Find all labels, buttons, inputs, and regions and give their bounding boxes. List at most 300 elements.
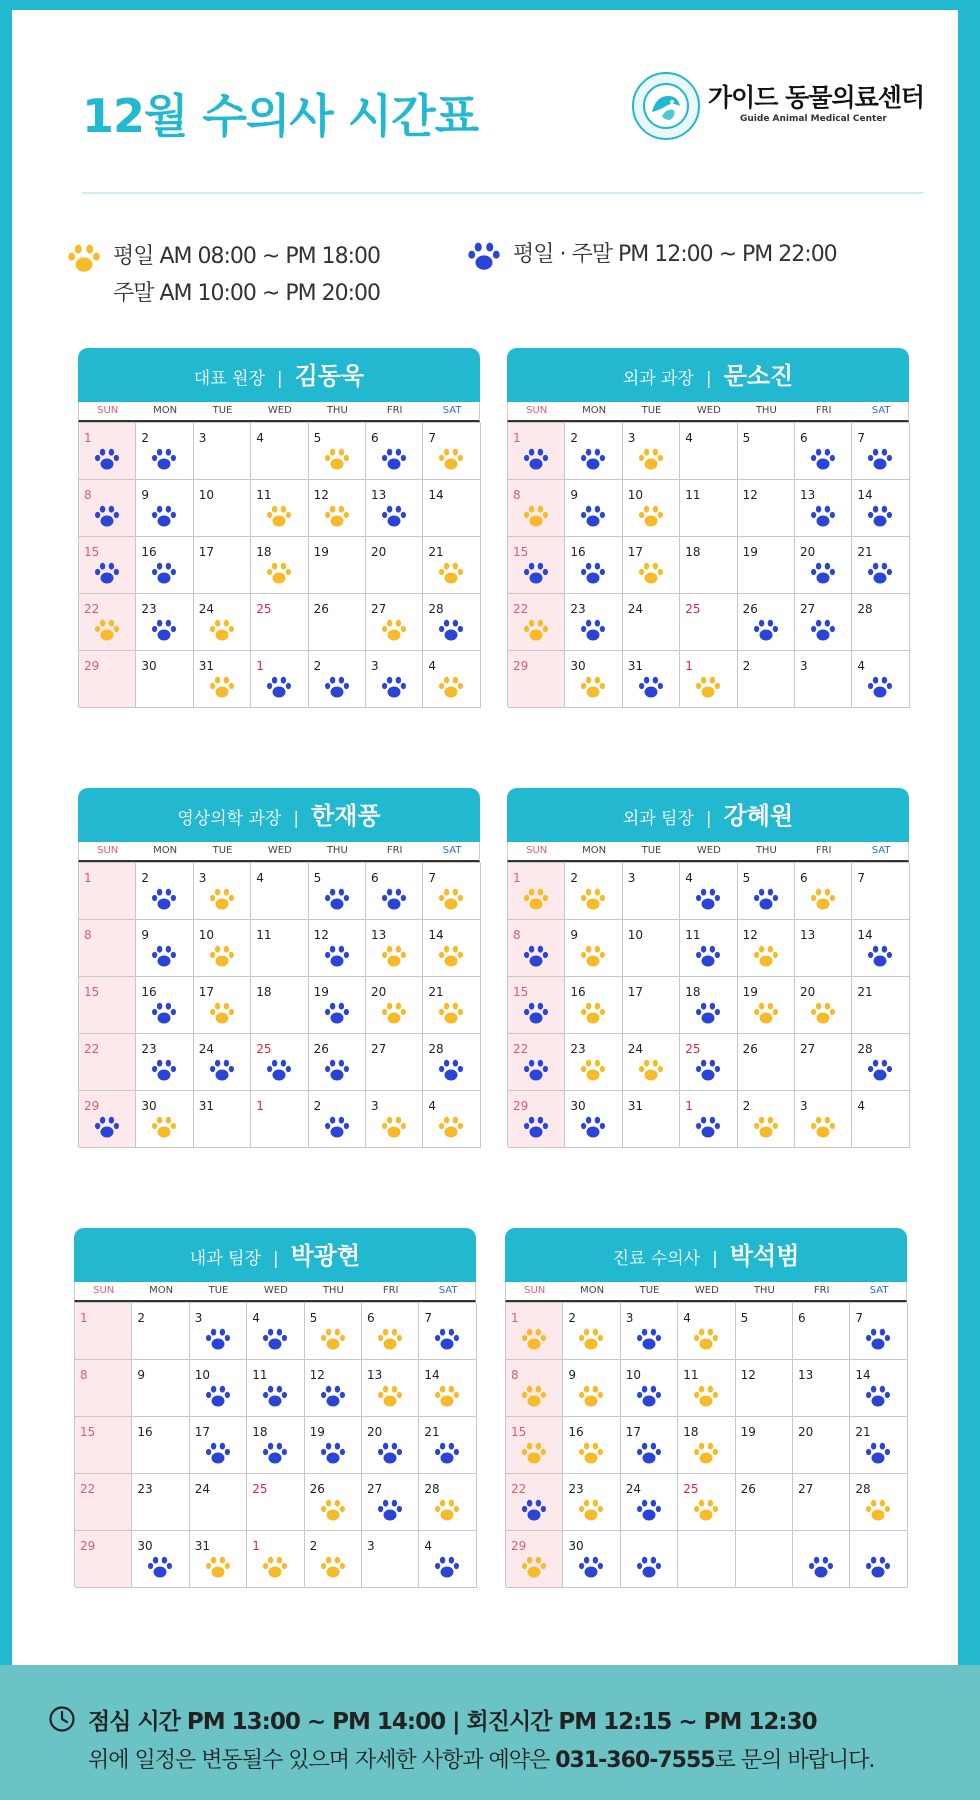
calendar-day-cell — [565, 651, 622, 708]
day-number: 1 — [685, 659, 693, 673]
day-number: 27 — [800, 1042, 816, 1056]
calendar-day-cell — [251, 863, 308, 920]
calendar-day-cell — [621, 1531, 678, 1588]
yellow-paw-icon — [324, 504, 350, 528]
calendar-day-cell — [738, 423, 795, 480]
blue-paw-icon — [324, 944, 350, 968]
day-number: 26 — [313, 1042, 329, 1056]
calendar-day-cell — [623, 977, 680, 1034]
calendar-day-cell — [75, 1474, 132, 1531]
blue-paw-icon — [324, 1001, 350, 1025]
day-number: 16 — [141, 985, 157, 999]
doctor-role: 외과 과장 — [622, 369, 694, 389]
day-number: 7 — [857, 871, 866, 885]
weekday-label: TUE — [212, 405, 233, 416]
yellow-paw-icon — [523, 618, 549, 642]
weekday-label: SUN — [526, 405, 548, 416]
blue-paw-icon — [808, 1555, 834, 1579]
day-number: 19 — [742, 985, 758, 999]
calendar-day-cell — [132, 1474, 189, 1531]
blue-paw-icon — [262, 1327, 288, 1351]
day-number: 18 — [685, 545, 701, 559]
yellow-paw-icon — [266, 504, 292, 528]
day-number: 1 — [256, 1099, 264, 1113]
weekday-label: SAT — [871, 845, 891, 856]
yellow-paw-icon — [67, 242, 101, 274]
yellow-paw-icon — [523, 887, 549, 911]
blue-paw-icon — [753, 887, 779, 911]
calendar-day-cell — [621, 1417, 678, 1474]
calendar-day-cell — [247, 1474, 304, 1531]
calendar-day-cell — [506, 1360, 563, 1417]
footer-note-suffix: 로 문의 바랍니다. — [714, 1748, 875, 1773]
blue-paw-icon — [578, 1555, 604, 1579]
day-number: 28 — [857, 602, 873, 616]
day-number: 20 — [800, 985, 816, 999]
yellow-paw-icon — [578, 1384, 604, 1408]
day-number: 11 — [685, 928, 701, 942]
header-divider — [82, 192, 924, 194]
calendar-day-cell — [738, 1091, 795, 1148]
calendar-day-cell — [251, 1091, 308, 1148]
day-number: 10 — [198, 488, 215, 502]
calendar-day-cell — [680, 480, 737, 537]
day-number: 15 — [84, 545, 100, 559]
day-number: 23 — [137, 1482, 153, 1496]
weekday-label: MON — [582, 845, 607, 856]
logo-subtitle: Guide Animal Medical Center — [740, 114, 887, 124]
calendar-day-cell — [621, 1474, 678, 1531]
day-number: 14 — [428, 928, 444, 942]
calendar-day-cell — [79, 537, 136, 594]
day-number: 31 — [198, 1099, 215, 1113]
yellow-paw-icon — [693, 1441, 719, 1465]
day-number: 14 — [428, 488, 444, 502]
weekday-label: THU — [753, 1285, 775, 1296]
day-number: 1 — [511, 1311, 519, 1325]
day-number: 11 — [685, 488, 701, 502]
blue-paw-icon — [810, 504, 836, 528]
weekday-label: WED — [267, 845, 292, 856]
calendar-day-cell — [623, 651, 680, 708]
calendar-grid — [505, 1302, 907, 1587]
calendar-grid — [507, 862, 909, 1147]
doctor-name: 김동욱 — [294, 362, 365, 390]
day-number: 4 — [256, 871, 264, 885]
calendar-day-cell — [423, 594, 480, 651]
calendar-day-cell — [738, 920, 795, 977]
blue-paw-icon — [94, 561, 120, 585]
calendar-day-cell — [309, 1034, 366, 1091]
calendar-day-cell — [621, 1303, 678, 1360]
weekday-label: FRI — [815, 845, 832, 856]
calendar-day-cell — [132, 1360, 189, 1417]
calendar-day-cell — [362, 1360, 419, 1417]
calendar-day-cell — [852, 920, 909, 977]
day-number: 17 — [627, 985, 644, 999]
blue-paw-icon — [151, 944, 177, 968]
blue-paw-icon — [324, 887, 350, 911]
day-number: 22 — [513, 1042, 529, 1056]
calendar-day-cell — [678, 1531, 735, 1588]
calendar-day-cell — [423, 651, 480, 708]
day-number: 17 — [625, 1425, 642, 1439]
yellow-paw-icon — [438, 1115, 464, 1139]
day-number: 24 — [625, 1482, 642, 1496]
calendar-day-cell — [309, 920, 366, 977]
weekday-label: MON — [153, 405, 178, 416]
calendar-day-cell — [738, 594, 795, 651]
header-separator: | — [705, 809, 712, 829]
day-number: 2 — [742, 1099, 751, 1113]
day-number: 15 — [80, 1425, 96, 1439]
calendar-day-cell — [79, 1034, 136, 1091]
day-number: 3 — [367, 1539, 375, 1553]
blue-paw-icon — [867, 447, 893, 471]
yellow-paw-icon — [580, 1058, 606, 1082]
blue-paw-icon — [377, 1441, 403, 1465]
calendar-day-cell — [366, 480, 423, 537]
day-number: 28 — [428, 602, 444, 616]
day-number: 18 — [256, 985, 272, 999]
day-number: 6 — [371, 431, 379, 445]
blue-paw-icon — [205, 1384, 231, 1408]
weekday-label: SUN — [526, 845, 548, 856]
day-number: 8 — [513, 928, 521, 942]
day-number: 19 — [313, 545, 329, 559]
calendar-day-cell — [736, 1303, 793, 1360]
day-number: 9 — [137, 1368, 146, 1382]
calendar-day-cell — [793, 1474, 850, 1531]
calendar-day-cell — [852, 977, 909, 1034]
day-number: 30 — [141, 1099, 157, 1113]
day-number: 2 — [570, 431, 579, 445]
weekday-header-row — [507, 842, 909, 862]
calendar-day-cell — [79, 594, 136, 651]
blue-paw-icon — [151, 887, 177, 911]
calendar-grid — [507, 422, 909, 707]
yellow-paw-icon — [434, 1498, 460, 1522]
blue-paw-icon — [753, 618, 779, 642]
yellow-paw-icon — [320, 1327, 346, 1351]
day-number: 8 — [84, 928, 92, 942]
calendar-day-cell — [132, 1417, 189, 1474]
day-number: 5 — [313, 871, 322, 885]
day-number: 13 — [371, 928, 387, 942]
calendar-day-cell — [623, 863, 680, 920]
blue-paw-icon — [94, 447, 120, 471]
day-number: 11 — [256, 928, 272, 942]
day-number: 14 — [857, 488, 873, 502]
day-number: 20 — [367, 1425, 383, 1439]
blue-paw-icon — [438, 1058, 464, 1082]
logo-name: 가이드 동물의료센터 — [708, 83, 925, 112]
blue-paw-icon — [867, 944, 893, 968]
calendar-day-cell — [738, 651, 795, 708]
day-number: 22 — [84, 602, 100, 616]
doctor-name: 박석범 — [729, 1242, 800, 1270]
yellow-paw-icon — [580, 887, 606, 911]
weekday-label: FRI — [815, 405, 832, 416]
day-number: 20 — [798, 1425, 814, 1439]
yellow-paw-icon — [209, 675, 235, 699]
calendar-day-cell — [795, 920, 852, 977]
calendar-day-cell — [623, 423, 680, 480]
day-number: 6 — [798, 1311, 806, 1325]
calendar-day-cell — [366, 423, 423, 480]
calendar-day-cell — [194, 423, 251, 480]
calendar-day-cell — [79, 1091, 136, 1148]
blue-paw-icon — [205, 1327, 231, 1351]
calendar-day-cell — [678, 1417, 735, 1474]
yellow-paw-icon — [521, 1555, 547, 1579]
calendar-day-cell — [366, 1091, 423, 1148]
calendar-day-cell — [565, 977, 622, 1034]
day-number: 1 — [252, 1539, 260, 1553]
blue-paw-icon — [324, 1058, 350, 1082]
day-number: 2 — [309, 1539, 318, 1553]
calendar-day-cell — [309, 1091, 366, 1148]
yellow-paw-icon — [438, 561, 464, 585]
day-number: 29 — [511, 1539, 527, 1553]
day-number: 8 — [84, 488, 92, 502]
blue-paw-icon — [580, 447, 606, 471]
calendar-day-cell — [508, 423, 565, 480]
calendar-day-cell — [795, 977, 852, 1034]
calendar-day-cell — [136, 1091, 193, 1148]
blue-paw-icon — [209, 1058, 235, 1082]
weekday-label: FRI — [382, 1285, 399, 1296]
calendar-day-cell — [565, 920, 622, 977]
day-number: 3 — [625, 1311, 634, 1325]
blue-paw-icon — [324, 1115, 350, 1139]
day-number: 1 — [256, 659, 264, 673]
calendar-day-cell — [247, 1417, 304, 1474]
weekday-label: THU — [326, 405, 348, 416]
day-number: 31 — [194, 1539, 211, 1553]
calendar-day-cell — [795, 863, 852, 920]
calendar-day-cell — [795, 594, 852, 651]
blue-paw-icon — [94, 504, 120, 528]
schedule-panel — [12, 10, 958, 1665]
day-number: 19 — [313, 985, 329, 999]
blue-paw-icon — [377, 1498, 403, 1522]
blue-paw-icon — [523, 1001, 549, 1025]
calendar-day-cell — [79, 480, 136, 537]
day-number: 4 — [857, 659, 866, 673]
calendar-day-cell — [563, 1417, 620, 1474]
day-number: 7 — [428, 431, 437, 445]
day-number: 15 — [513, 545, 529, 559]
calendar-day-cell — [565, 537, 622, 594]
day-number: 15 — [513, 985, 529, 999]
calendar-day-cell — [136, 537, 193, 594]
calendar-day-cell — [680, 920, 737, 977]
day-number: 12 — [742, 928, 758, 942]
calendar-header — [505, 1228, 907, 1282]
calendar-day-cell — [309, 423, 366, 480]
day-number: 4 — [424, 1539, 433, 1553]
weekday-label: SUN — [524, 1285, 546, 1296]
day-number: 3 — [800, 659, 808, 673]
yellow-paw-icon — [266, 561, 292, 585]
calendar-day-cell — [136, 920, 193, 977]
day-number: 5 — [742, 431, 751, 445]
day-number: 10 — [625, 1368, 642, 1382]
day-number: 26 — [313, 602, 329, 616]
weekday-label: SUN — [97, 405, 119, 416]
day-number: 19 — [740, 1425, 756, 1439]
footer-phone[interactable]: 031-360-7555 — [555, 1748, 715, 1773]
day-number: 22 — [80, 1482, 96, 1496]
blue-paw-icon — [695, 1058, 721, 1082]
day-number: 9 — [570, 488, 579, 502]
calendar-day-cell — [738, 1034, 795, 1091]
yellow-paw-icon — [578, 1327, 604, 1351]
day-number: 4 — [857, 1099, 866, 1113]
calendar-day-cell — [366, 594, 423, 651]
calendar-day-cell — [366, 863, 423, 920]
day-number: 12 — [742, 488, 758, 502]
calendar-day-cell — [680, 977, 737, 1034]
yellow-paw-icon — [580, 944, 606, 968]
weekday-header-row — [507, 402, 909, 422]
calendar-day-cell — [852, 537, 909, 594]
day-number: 8 — [513, 488, 521, 502]
day-number: 28 — [857, 1042, 873, 1056]
blue-paw-icon — [151, 1058, 177, 1082]
yellow-paw-icon — [209, 887, 235, 911]
calendar-day-cell — [309, 863, 366, 920]
calendar-day-cell — [738, 537, 795, 594]
day-number: 20 — [371, 545, 387, 559]
yellow-paw-icon — [205, 1555, 231, 1579]
day-number: 9 — [141, 488, 150, 502]
calendar-header — [74, 1228, 476, 1282]
blue-paw-icon — [523, 944, 549, 968]
blue-paw-icon — [867, 1058, 893, 1082]
day-number: 31 — [198, 659, 215, 673]
calendar-day-cell — [623, 594, 680, 651]
calendar-day-cell — [247, 1303, 304, 1360]
day-number: 17 — [194, 1425, 211, 1439]
yellow-paw-icon — [381, 1001, 407, 1025]
calendar-day-cell — [190, 1360, 247, 1417]
blue-paw-icon — [523, 1115, 549, 1139]
weekday-label: MON — [153, 845, 178, 856]
yellow-paw-icon — [151, 1115, 177, 1139]
yellow-paw-icon — [753, 944, 779, 968]
calendar-day-cell — [563, 1303, 620, 1360]
calendar-day-cell — [680, 594, 737, 651]
calendar-day-cell — [852, 480, 909, 537]
day-number: 12 — [313, 928, 329, 942]
calendar-day-cell — [190, 1417, 247, 1474]
day-number: 31 — [627, 659, 644, 673]
calendar-day-cell — [852, 423, 909, 480]
footer — [0, 1665, 980, 1800]
day-number: 27 — [371, 1042, 387, 1056]
calendar-grid — [74, 1302, 476, 1587]
blue-paw-icon — [147, 1555, 173, 1579]
calendar-day-cell — [852, 863, 909, 920]
calendar-day-cell — [850, 1474, 907, 1531]
calendar-day-cell — [850, 1417, 907, 1474]
day-number: 4 — [428, 1099, 437, 1113]
calendar-day-cell — [423, 537, 480, 594]
yellow-paw-icon — [320, 1498, 346, 1522]
blue-paw-icon — [810, 618, 836, 642]
yellow-paw-icon — [521, 1384, 547, 1408]
calendar-day-cell — [736, 1417, 793, 1474]
weekday-label: WED — [696, 405, 721, 416]
calendar-day-cell — [419, 1474, 476, 1531]
yellow-paw-icon — [578, 1441, 604, 1465]
day-number: 17 — [198, 545, 215, 559]
weekday-label: FRI — [813, 1285, 830, 1296]
day-number: 20 — [371, 985, 387, 999]
calendar-day-cell — [423, 920, 480, 977]
day-number: 2 — [313, 1099, 322, 1113]
day-number: 9 — [141, 928, 150, 942]
yellow-paw-icon — [434, 1384, 460, 1408]
blue-paw-icon — [867, 675, 893, 699]
yellow-paw-icon — [580, 1001, 606, 1025]
day-number: 24 — [627, 602, 644, 616]
day-number: 24 — [627, 1042, 644, 1056]
yellow-paw-icon — [753, 1001, 779, 1025]
header-separator: | — [293, 809, 300, 829]
weekday-label: SAT — [869, 1285, 889, 1296]
blue-paw-icon — [205, 1441, 231, 1465]
calendar-day-cell — [362, 1303, 419, 1360]
calendar-day-cell — [75, 1303, 132, 1360]
calendar-day-cell — [678, 1474, 735, 1531]
blue-paw-icon — [434, 1555, 460, 1579]
calendar-day-cell — [623, 1091, 680, 1148]
day-number: 11 — [252, 1368, 268, 1382]
calendar-day-cell — [565, 423, 622, 480]
calendar-day-cell — [852, 651, 909, 708]
calendar-day-cell — [508, 651, 565, 708]
blue-paw-icon — [865, 1384, 891, 1408]
day-number: 30 — [137, 1539, 153, 1553]
day-number: 21 — [857, 985, 873, 999]
blue-paw-icon — [521, 1498, 547, 1522]
page-title: 12월 수의사 시간표 — [82, 89, 479, 143]
day-number: 30 — [141, 659, 157, 673]
day-number: 20 — [800, 545, 816, 559]
weekday-label: SUN — [93, 1285, 115, 1296]
calendar-day-cell — [852, 594, 909, 651]
day-number: 29 — [84, 659, 100, 673]
yellow-paw-icon — [438, 447, 464, 471]
day-number: 13 — [800, 928, 816, 942]
day-number: 13 — [371, 488, 387, 502]
blue-paw-icon — [523, 1058, 549, 1082]
blue-paw-icon — [636, 1498, 662, 1522]
calendar-day-cell — [506, 1474, 563, 1531]
calendar-day-cell — [565, 863, 622, 920]
day-number: 13 — [798, 1368, 814, 1382]
yellow-paw-icon — [438, 887, 464, 911]
weekday-label: TUE — [639, 1285, 660, 1296]
calendar-day-cell — [793, 1531, 850, 1588]
day-number: 29 — [80, 1539, 96, 1553]
day-number: 24 — [194, 1482, 211, 1496]
legend-weekday-hours: 평일 AM 08:00 ~ PM 18:00 — [113, 244, 380, 269]
doctor-role: 영상의학 과장 — [177, 809, 282, 829]
